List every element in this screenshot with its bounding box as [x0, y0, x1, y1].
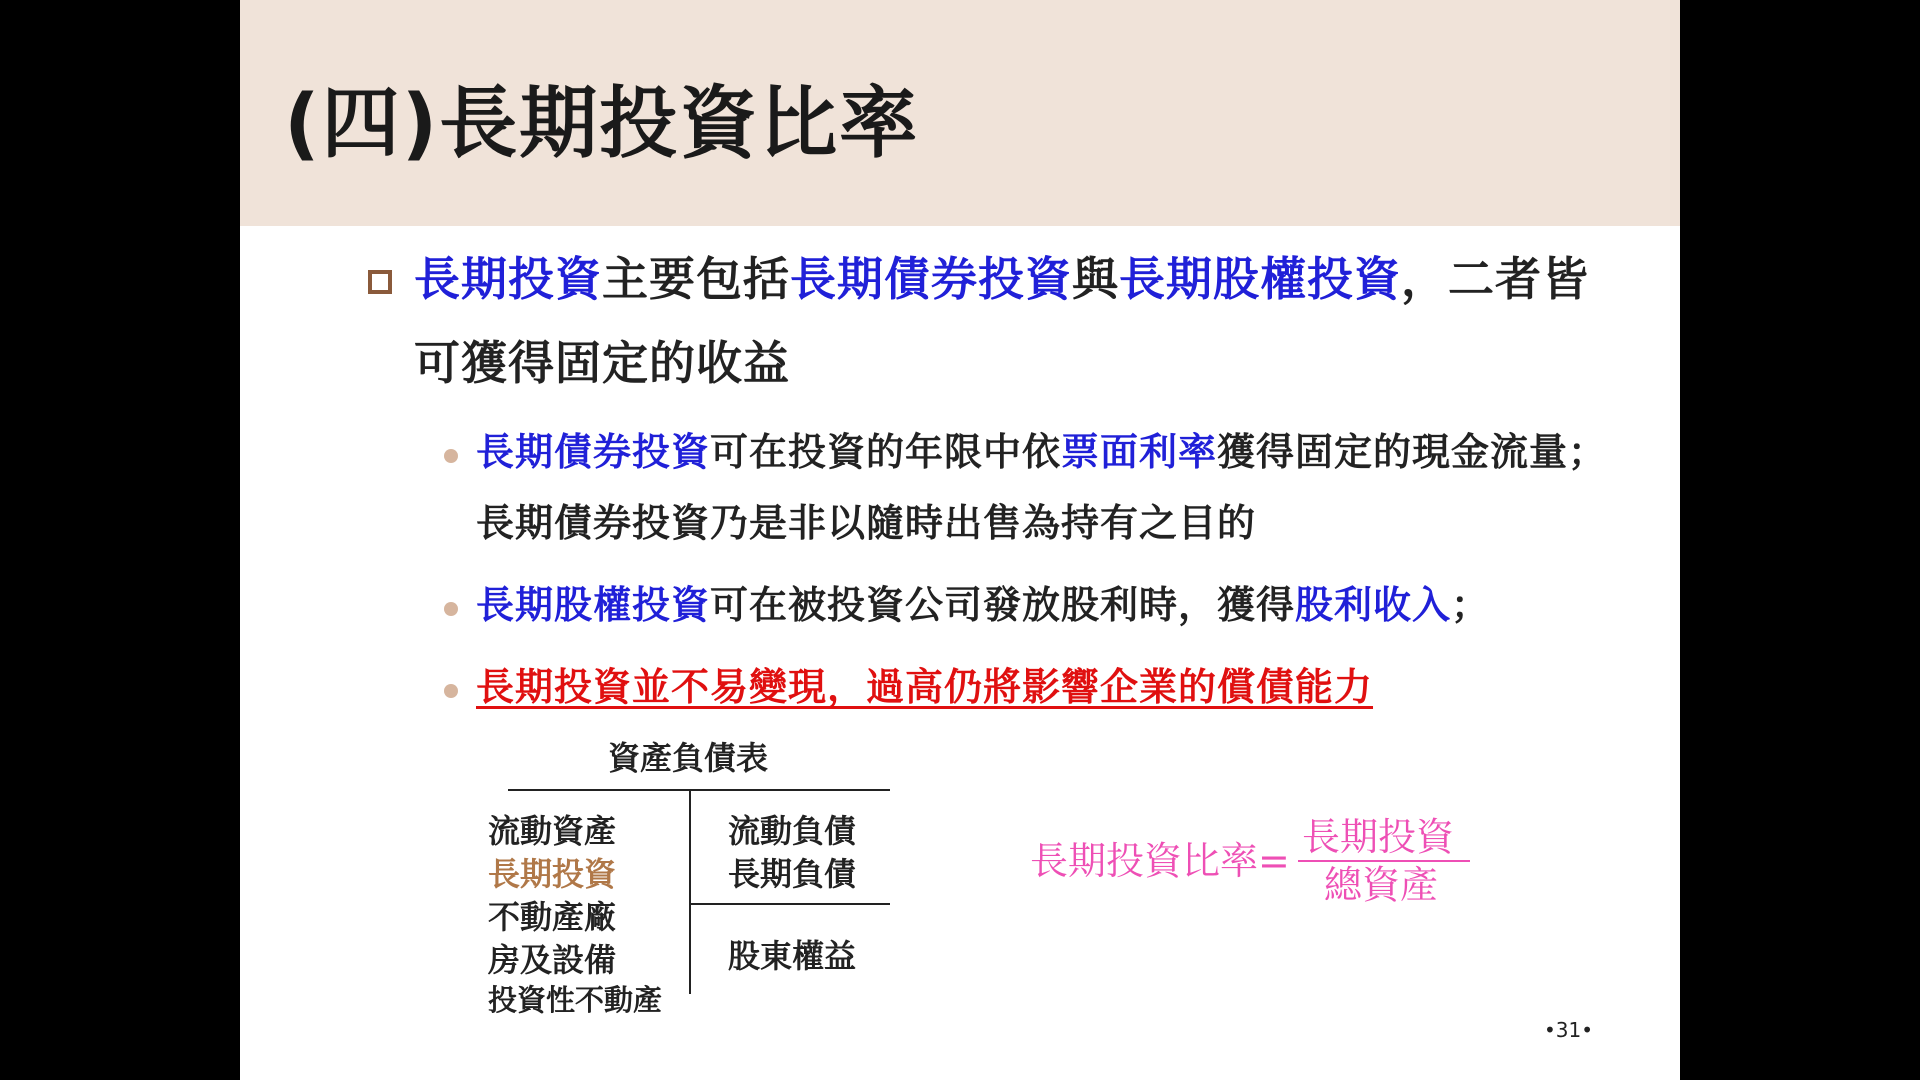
square-bullet-icon: [368, 270, 392, 294]
balance-sheet-divider: [689, 790, 691, 994]
text-segment: 可在被投資公司發放股利時，獲得: [710, 583, 1296, 627]
formula-fraction-bar: [1298, 860, 1470, 862]
term-long-term-bond: 長期債券投資: [790, 252, 1072, 306]
page-number: •31•: [1544, 1018, 1594, 1042]
balance-sheet-title: 資產負債表: [608, 739, 769, 777]
sub-bullet1-line2: 長期債券投資乃是非以隨時出售為持有之目的: [476, 501, 1257, 545]
term-long-term-investment: 長期投資: [414, 252, 602, 306]
dot-bullet-icon: [444, 449, 458, 463]
warning-text: 長期投資並不易變現，過高仍將影響企業的償債能力: [476, 665, 1374, 709]
bullet-main-line2: 可獲得固定的收益: [414, 336, 790, 390]
balance-sheet-top-line: [508, 789, 890, 791]
asset-ppe-line2: 房及設備: [488, 941, 617, 979]
term-dividend-income: 股利收入: [1295, 583, 1452, 627]
dot-bullet-icon: [444, 684, 458, 698]
term-coupon-rate: 票面利率: [1061, 430, 1218, 474]
text-segment: 與: [1072, 252, 1119, 306]
sub-bullet1-line1: [476, 430, 1608, 474]
title-bar: [240, 0, 1680, 226]
text-segment: ；: [1451, 583, 1491, 627]
bullet-main-line1: [414, 252, 1589, 306]
term-long-term-equity: 長期股權投資: [1119, 252, 1401, 306]
equity-shareholders: 股東權益: [728, 937, 857, 975]
liability-current: 流動負債: [728, 812, 857, 850]
formula-denominator: 總資產: [1324, 863, 1439, 907]
asset-current: 流動資產: [488, 812, 617, 850]
term-equity-investment: 長期股權投資: [476, 583, 711, 627]
text-segment: ，二者皆: [1401, 252, 1589, 306]
text-segment: 獲得固定的現金流量；: [1217, 430, 1608, 474]
text-segment: 主要包括: [602, 252, 790, 306]
formula-lhs: 長期投資比率=: [1030, 839, 1290, 883]
slide-title: (四)長期投資比率: [284, 79, 920, 169]
liability-long-term: 長期負債: [728, 855, 857, 893]
sub-bullet2: [476, 583, 1491, 627]
dot-bullet-icon: [444, 602, 458, 616]
asset-long-term-investment: 長期投資: [488, 855, 617, 893]
slide: [240, 0, 1680, 1080]
balance-sheet-equity-line: [690, 903, 890, 905]
formula-numerator: 長期投資: [1302, 815, 1455, 859]
asset-investment-property: 投資性不動產: [488, 983, 663, 1017]
sub-bullet3: [476, 665, 1374, 709]
asset-ppe-line1: 不動產廠: [488, 898, 617, 936]
text-segment: 可在投資的年限中依: [710, 430, 1062, 474]
term-bond-investment: 長期債券投資: [476, 430, 711, 474]
